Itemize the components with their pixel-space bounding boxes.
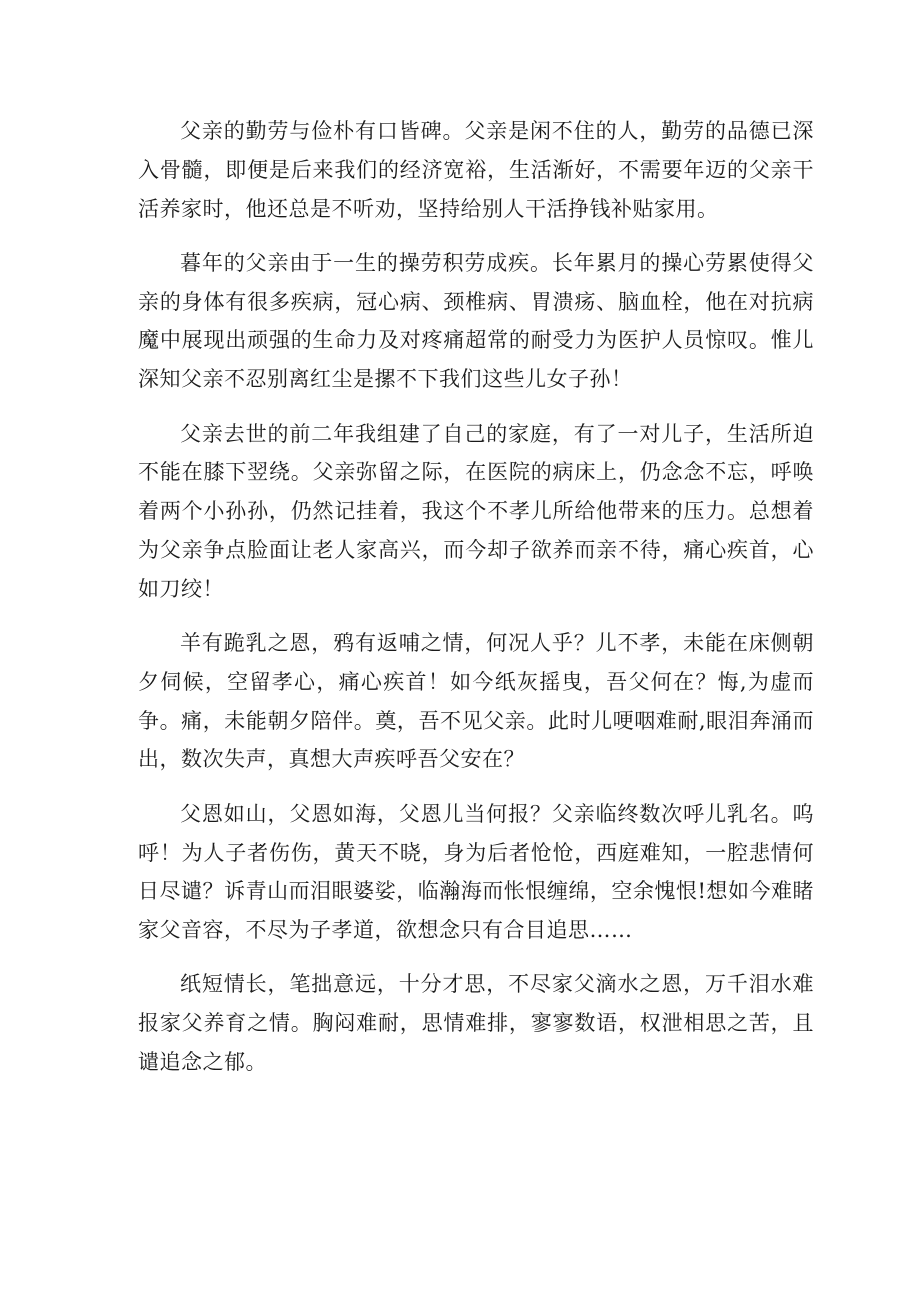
- paragraph-2: 暮年的父亲由于一生的操劳积劳成疾。长年累月的操心劳累使得父亲的身体有很多疾病，冠心病、颈椎病、胃溃疡、脑血栓，他在对抗病魔中展现出顽强的生命力及对疼痛超常的耐受力为医护人员惊叹。惟儿深知父亲不忍别离红尘是摞不下我们这些儿女子孙！: [138, 250, 814, 392]
- paragraph-1: 父亲的勤劳与俭朴有口皆碑。父亲是闲不住的人，勤劳的品德已深入骨髓，即便是后来我们的经济宽裕，生活渐好，不需要年迈的父亲干活养家时，他还总是不听劝，坚持给别人干活挣钱补贴家用。: [138, 119, 814, 221]
- paragraph-3: 父亲去世的前二年我组建了自己的家庭，有了一对儿子，生活所迫不能在膝下翌绕。父亲弥留之际，在医院的病床上，仍念念不忘，呼唤着两个小孙孙，仍然记挂着，我这个不孝儿所给他带来的压力。总想着为父亲争点脸面让老人家高兴，而今却子欲养而亲不待，痛心疾首，心如刀绞！: [138, 421, 814, 601]
- paragraph-5: 父恩如山，父恩如海，父恩儿当何报？父亲临终数次呼儿乳名。呜呼！为人子者伤伤，黄天不晓，身为后者怆怆，西庭难知，一腔悲情何日尽谴？诉青山而泪眼婆娑，临瀚海而怅恨缠绵，空余愧恨!想如今难睹家父音容，不尽为子孝道，欲想念只有合目追思……: [138, 801, 814, 943]
- paragraph-6: 纸短情长，笔拙意远，十分才思，不尽家父滴水之恩，万千泪水难报家父养育之情。胸闷难耐，思情难排，寥寥数语，权泄相思之苦，且谴追念之郁。: [138, 972, 814, 1075]
- paragraph-4: 羊有跪乳之恩，鸦有返哺之情，何况人乎？儿不孝，未能在床侧朝夕伺候，空留孝心，痛心疾首！如今纸灰摇曳，吾父何在？悔,为虚而争。痛，未能朝夕陪伴。奠，吾不见父亲。此时儿哽咽难耐,眼泪奔涌而出，数次失声，真想大声疾呼吾父安在？: [138, 631, 814, 772]
- document-body: [138, 112, 814, 1097]
